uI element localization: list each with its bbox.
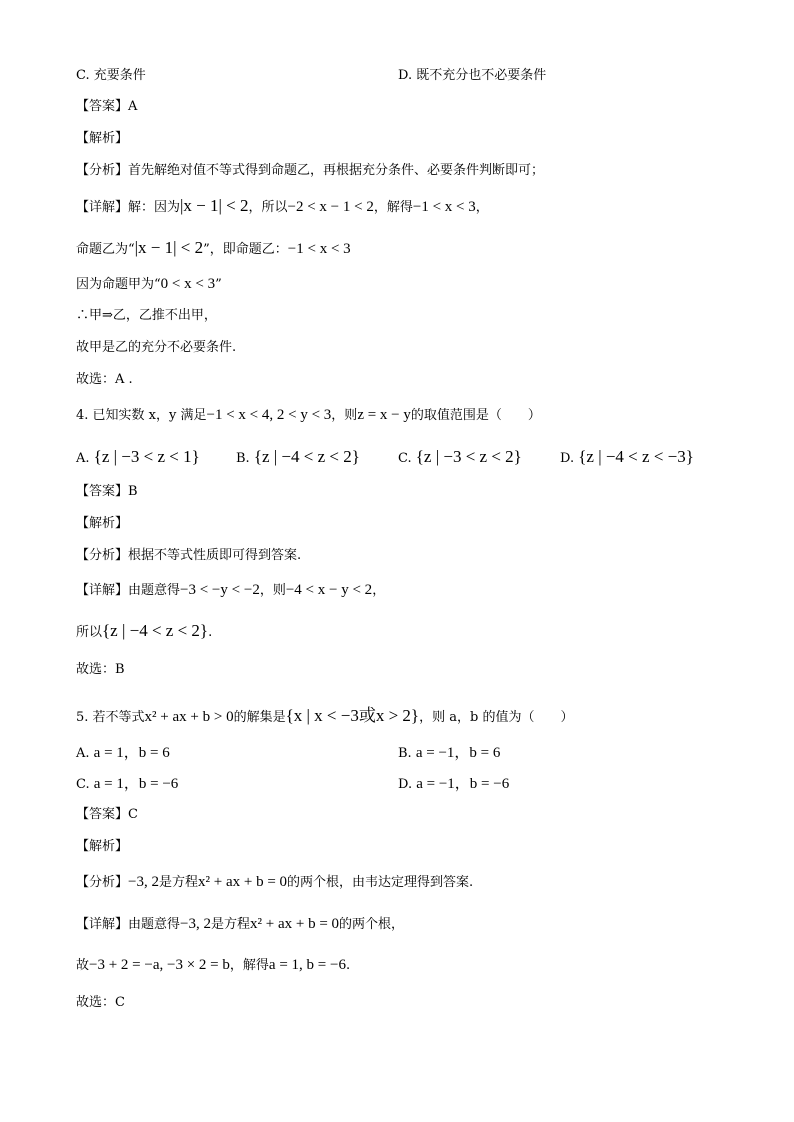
q5-detail-end: 的两个根，: [339, 917, 405, 932]
q5-fenxi-expr1: −3, 2: [128, 874, 159, 890]
q3-fenxi: 【分析】首先解绝对值不等式得到命题乙，再根据充分条件、必要条件判断即可；: [76, 163, 545, 178]
q4-line2: [76, 621, 212, 643]
q4-stem-expr: −1 < x < 4, 2 < y < 3: [206, 407, 332, 423]
q5-option-b-label: B.: [398, 746, 412, 761]
q3-detail-mid1: ，所以: [248, 200, 288, 215]
q5-stem-mid: 的解集是: [233, 710, 286, 725]
q5-stem-expr: x² + ax + b > 0: [144, 709, 234, 725]
q5-stem-prefix: 5. 若不等式: [76, 710, 145, 725]
q3-detail-end: ，: [475, 200, 489, 215]
q5-fenxi-mid: 是方程: [158, 875, 198, 890]
q3-analysis-label: 【解析】: [76, 131, 129, 146]
q5-option-a: [76, 743, 170, 764]
q4-option-a-expr: {z | −3 < z < 1}: [93, 447, 200, 466]
q3-detail-expr2: −2 < x − 1 < 2: [287, 199, 374, 215]
q3-option-d: D. 既不充分也不必要条件: [398, 68, 547, 83]
q3-line3-end: ”: [215, 277, 222, 292]
q4-detail-line: [76, 580, 385, 601]
q3-detail-expr1: |x − 1| < 2: [180, 196, 249, 215]
q5-detail-prefix: 【详解】由题意得: [76, 917, 181, 932]
q5-line2: [76, 955, 350, 976]
q4-option-b: [236, 447, 360, 469]
q3-line4: ∴甲⇒乙，乙推不出甲，: [76, 308, 217, 323]
q4-option-b-expr: {z | −4 < z < 2}: [253, 447, 360, 466]
q3-detail-expr3: −1 < x < 3: [412, 199, 476, 215]
q4-option-a: [76, 447, 200, 469]
q5-answer: 【答案】C: [76, 807, 138, 822]
q4-stem-end: 的取值范围是（ ）: [410, 408, 541, 423]
q5-detail-line: [76, 914, 404, 935]
q3-line2: [76, 238, 351, 260]
q5-choose: 故选：C: [76, 995, 125, 1010]
q3-choose: 故选：A .: [76, 372, 133, 387]
q3-line3-prefix: 因为命题甲为“: [76, 277, 161, 292]
q5-stem-expr2: {x | x < −3或x > 2}: [285, 706, 420, 725]
q4-option-a-label: A.: [76, 451, 90, 466]
q5-option-d: [398, 774, 509, 795]
q4-detail-end: ，: [372, 583, 386, 598]
q5-stem-end: ，则 a，b 的值为（ ）: [419, 710, 574, 725]
q4-line2-end: .: [208, 625, 213, 640]
q5-line2-mid: ，解得: [229, 958, 269, 973]
q5-option-b-expr: a = −1，b = 6: [415, 745, 501, 761]
q4-fenxi: 【分析】根据不等式性质即可得到答案.: [76, 548, 302, 563]
q5-analysis-label: 【解析】: [76, 839, 129, 854]
q4-analysis-label: 【解析】: [76, 516, 129, 531]
q3-answer: 【答案】A: [76, 99, 138, 114]
q5-line2-expr2: a = 1, b = −6: [268, 957, 346, 973]
q5-option-a-label: A.: [76, 746, 90, 761]
q5-detail-expr2: x² + ax + b = 0: [250, 916, 340, 932]
q4-choose: 故选：B: [76, 662, 125, 677]
q4-stem: [76, 405, 541, 426]
q4-stem-prefix: 4. 已知实数 x，y 满足: [76, 408, 207, 423]
q3-line2-mid: ”，即命题乙：: [203, 242, 288, 257]
q3-detail-line: [76, 196, 489, 218]
q4-option-b-label: B.: [236, 451, 250, 466]
q3-line2-prefix: 命题乙为“: [76, 242, 135, 257]
q4-detail-expr1: −3 < −y < −2: [180, 582, 260, 598]
q3-detail-mid2: ，解得: [373, 200, 413, 215]
q3-line3-expr: 0 < x < 3: [160, 276, 216, 292]
q5-option-c-expr: a = 1，b = −6: [93, 776, 179, 792]
q4-option-d: [560, 447, 694, 469]
q3-line3: [76, 274, 222, 295]
q5-stem: [76, 706, 573, 728]
q4-line2-prefix: 所以: [76, 625, 103, 640]
q3-detail-prefix: 【详解】解：因为: [76, 200, 181, 215]
q5-option-d-label: D.: [398, 777, 413, 792]
q5-fenxi: [76, 872, 473, 893]
q4-option-c-expr: {z | −3 < z < 2}: [415, 447, 522, 466]
q5-line2-end: .: [345, 958, 351, 973]
q5-detail-expr1: −3, 2: [180, 916, 211, 932]
q5-option-c-label: C.: [76, 777, 90, 792]
q5-fenxi-prefix: 【分析】: [76, 875, 129, 890]
q5-detail-mid: 是方程: [210, 917, 250, 932]
q5-option-a-expr: a = 1，b = 6: [93, 745, 170, 761]
q4-detail-prefix: 【详解】由题意得: [76, 583, 181, 598]
q3-option-c: C. 充要条件: [76, 68, 146, 83]
q3-line5: 故甲是乙的充分不必要条件.: [76, 340, 237, 355]
q4-stem-expr2: z = x − y: [357, 407, 411, 423]
q4-option-c-label: C.: [398, 451, 412, 466]
q4-answer: 【答案】B: [76, 484, 138, 499]
q5-option-c: [76, 774, 178, 795]
q5-option-d-expr: a = −1，b = −6: [416, 776, 510, 792]
q5-line2-prefix: 故: [76, 958, 90, 973]
q4-detail-expr2: −4 < x − y < 2: [285, 582, 373, 598]
q4-option-c: [398, 447, 522, 469]
q5-fenxi-end: 的两个根，由韦达定理得到答案.: [287, 875, 474, 890]
q4-option-d-expr: {z | −4 < z < −3}: [578, 447, 694, 466]
q5-fenxi-expr2: x² + ax + b = 0: [198, 874, 288, 890]
q4-detail-mid: ，则: [259, 583, 286, 598]
q5-line2-expr: −3 + 2 = −a, −3 × 2 = b: [89, 957, 230, 973]
q3-line2-expr2: −1 < x < 3: [287, 241, 351, 257]
q4-stem-mid: ，则: [331, 408, 358, 423]
q4-option-d-label: D.: [560, 451, 575, 466]
q5-option-b: [398, 743, 500, 764]
q3-line2-expr: |x − 1| < 2: [134, 238, 204, 257]
q4-line2-expr: {z | −4 < z < 2}: [102, 621, 209, 640]
